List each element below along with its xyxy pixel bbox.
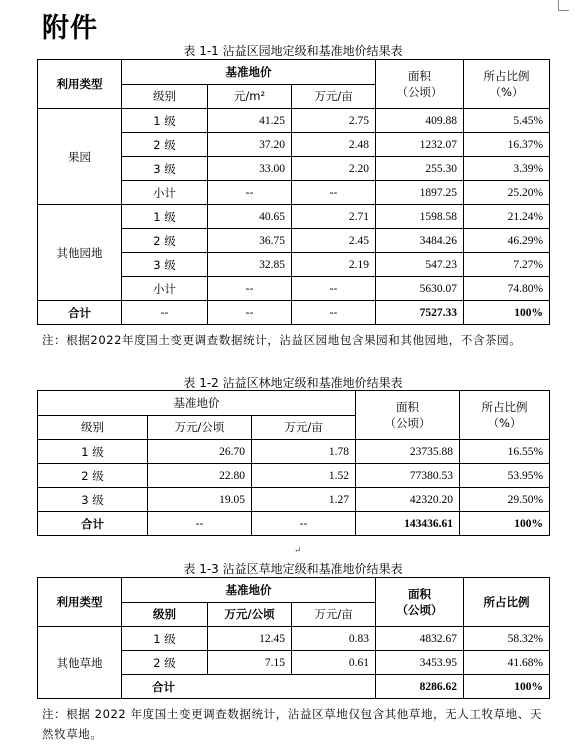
header-land-type: 利用类型	[38, 578, 122, 627]
price-cell: 0.83	[292, 627, 376, 651]
group-other-orchard: 其他园地	[38, 205, 122, 301]
price-cell: 40.65	[208, 205, 292, 229]
price-cell: 0.61	[292, 651, 376, 675]
total-area: 8286.62	[376, 675, 464, 699]
header-area: 面积 （公顷）	[376, 578, 464, 627]
header-percent: 所占比例	[464, 578, 550, 627]
total-label: 合计	[38, 512, 148, 536]
area-cell: 3484.26	[376, 229, 464, 253]
level-cell: 1 级	[122, 205, 208, 229]
level-cell: 3 级	[122, 253, 208, 277]
level-cell: 3 级	[122, 157, 208, 181]
percent-cell: 74.80%	[464, 277, 550, 301]
area-cell: 409.88	[376, 109, 464, 133]
price-cell: --	[208, 277, 292, 301]
page-heading: 附件	[42, 13, 98, 44]
price-cell: 26.70	[148, 440, 252, 464]
header-unit-wan-mu: 万元/亩	[292, 602, 376, 627]
total-label: 合计	[122, 675, 376, 699]
total-price: --	[252, 512, 356, 536]
total-percent: 100%	[464, 675, 550, 699]
group-orchard: 果园	[38, 109, 122, 205]
header-area: 面积 （公顷）	[356, 391, 460, 440]
price-cell: --	[292, 277, 376, 301]
level-cell: 1 级	[38, 440, 148, 464]
total-level: --	[122, 301, 208, 325]
area-cell: 255.30	[376, 157, 464, 181]
table-orchard	[37, 59, 550, 325]
table3-note: 注：根据 2022 年度国土变更调查数据统计，沾益区草地仅包含其他草地，无人工牧草地、天然牧草地。	[42, 707, 542, 741]
price-cell: 36.75	[208, 229, 292, 253]
price-cell: 37.20	[208, 133, 292, 157]
level-cell: 2 级	[122, 133, 208, 157]
price-cell: 32.85	[208, 253, 292, 277]
price-cell: 12.45	[208, 627, 292, 651]
area-cell: 5630.07	[376, 277, 464, 301]
table1-note: 注：根据2022年度国土变更调查数据统计，沾益区园地包含果园和其他园地，不含茶园。	[42, 333, 522, 347]
header-unit-wan-mu: 万元/亩	[252, 415, 356, 440]
area-cell: 42320.20	[356, 488, 460, 512]
level-cell: 小计	[122, 181, 208, 205]
percent-cell: 25.20%	[464, 181, 550, 205]
header-unit-wan-ha: 万元/公顷	[148, 415, 252, 440]
header-unit-wan-mu: 万元/亩	[292, 84, 376, 109]
price-cell: 2.45	[292, 229, 376, 253]
price-cell: 19.05	[148, 488, 252, 512]
price-cell: 2.71	[292, 205, 376, 229]
percent-cell: 3.39%	[464, 157, 550, 181]
total-row	[38, 301, 550, 325]
area-cell: 77380.53	[356, 464, 460, 488]
price-cell: 2.19	[292, 253, 376, 277]
header-base-price: 基准地价	[122, 578, 376, 603]
percent-cell: 16.37%	[464, 133, 550, 157]
price-cell: 22.80	[148, 464, 252, 488]
header-area: 面积 （公顷）	[376, 60, 464, 109]
area-cell: 4832.67	[376, 627, 464, 651]
header-base-price: 基准地价	[38, 391, 356, 416]
price-cell: 1.52	[252, 464, 356, 488]
table-row	[38, 488, 550, 512]
price-cell: 2.48	[292, 133, 376, 157]
total-label: 合计	[38, 301, 122, 325]
table3-caption: 表 1-3 沾益区草地定级和基准地价结果表	[183, 562, 403, 576]
percent-cell: 7.27%	[464, 253, 550, 277]
total-percent: 100%	[460, 512, 550, 536]
paragraph-mark: ↵	[294, 546, 302, 556]
percent-cell: 46.29%	[464, 229, 550, 253]
total-row	[38, 512, 550, 536]
total-price: --	[148, 512, 252, 536]
percent-cell: 16.55%	[460, 440, 550, 464]
header-level: 级别	[122, 602, 208, 627]
price-cell: --	[208, 181, 292, 205]
table-forest	[37, 390, 550, 536]
table2-caption: 表 1-2 沾益区林地定级和基准地价结果表	[183, 376, 403, 390]
level-cell: 3 级	[38, 488, 148, 512]
level-cell: 小计	[122, 277, 208, 301]
price-cell: 41.25	[208, 109, 292, 133]
area-cell: 23735.88	[356, 440, 460, 464]
header-percent: 所占比例 （%）	[464, 60, 550, 109]
header-unit-wan-ha: 万元/公顷	[208, 602, 292, 627]
total-price: --	[292, 301, 376, 325]
table-row	[38, 109, 550, 133]
total-price: --	[208, 301, 292, 325]
area-cell: 547.23	[376, 253, 464, 277]
percent-cell: 5.45%	[464, 109, 550, 133]
price-cell: 33.00	[208, 157, 292, 181]
total-area: 7527.33	[376, 301, 464, 325]
percent-cell: 41.68%	[464, 651, 550, 675]
table-row	[38, 627, 550, 651]
level-cell: 2 级	[122, 651, 208, 675]
header-level: 级别	[38, 415, 148, 440]
area-cell: 1232.07	[376, 133, 464, 157]
level-cell: 1 级	[122, 109, 208, 133]
table-grassland	[37, 577, 550, 699]
page-corner-mark	[558, 0, 569, 11]
table-row	[38, 205, 550, 229]
table-row	[38, 464, 550, 488]
table1-caption: 表 1-1 沾益区园地定级和基准地价结果表	[183, 44, 403, 58]
header-land-type: 利用类型	[38, 60, 122, 109]
level-cell: 2 级	[122, 229, 208, 253]
header-level: 级别	[122, 84, 208, 109]
price-cell: 2.75	[292, 109, 376, 133]
area-cell: 3453.95	[376, 651, 464, 675]
percent-cell: 21.24%	[464, 205, 550, 229]
percent-cell: 58.32%	[464, 627, 550, 651]
total-area: 143436.61	[356, 512, 460, 536]
price-cell: 1.27	[252, 488, 356, 512]
header-unit-yuan-m2: 元/m²	[208, 84, 292, 109]
header-base-price: 基准地价	[122, 60, 376, 85]
percent-cell: 53.95%	[460, 464, 550, 488]
level-cell: 2 级	[38, 464, 148, 488]
price-cell: 2.20	[292, 157, 376, 181]
area-cell: 1598.58	[376, 205, 464, 229]
group-other-grassland: 其他草地	[38, 627, 122, 699]
percent-cell: 29.50%	[460, 488, 550, 512]
area-cell: 1897.25	[376, 181, 464, 205]
table-row	[38, 440, 550, 464]
header-percent: 所占比例 （%）	[460, 391, 550, 440]
total-percent: 100%	[464, 301, 550, 325]
price-cell: 7.15	[208, 651, 292, 675]
level-cell: 1 级	[122, 627, 208, 651]
price-cell: 1.78	[252, 440, 356, 464]
price-cell: --	[292, 181, 376, 205]
